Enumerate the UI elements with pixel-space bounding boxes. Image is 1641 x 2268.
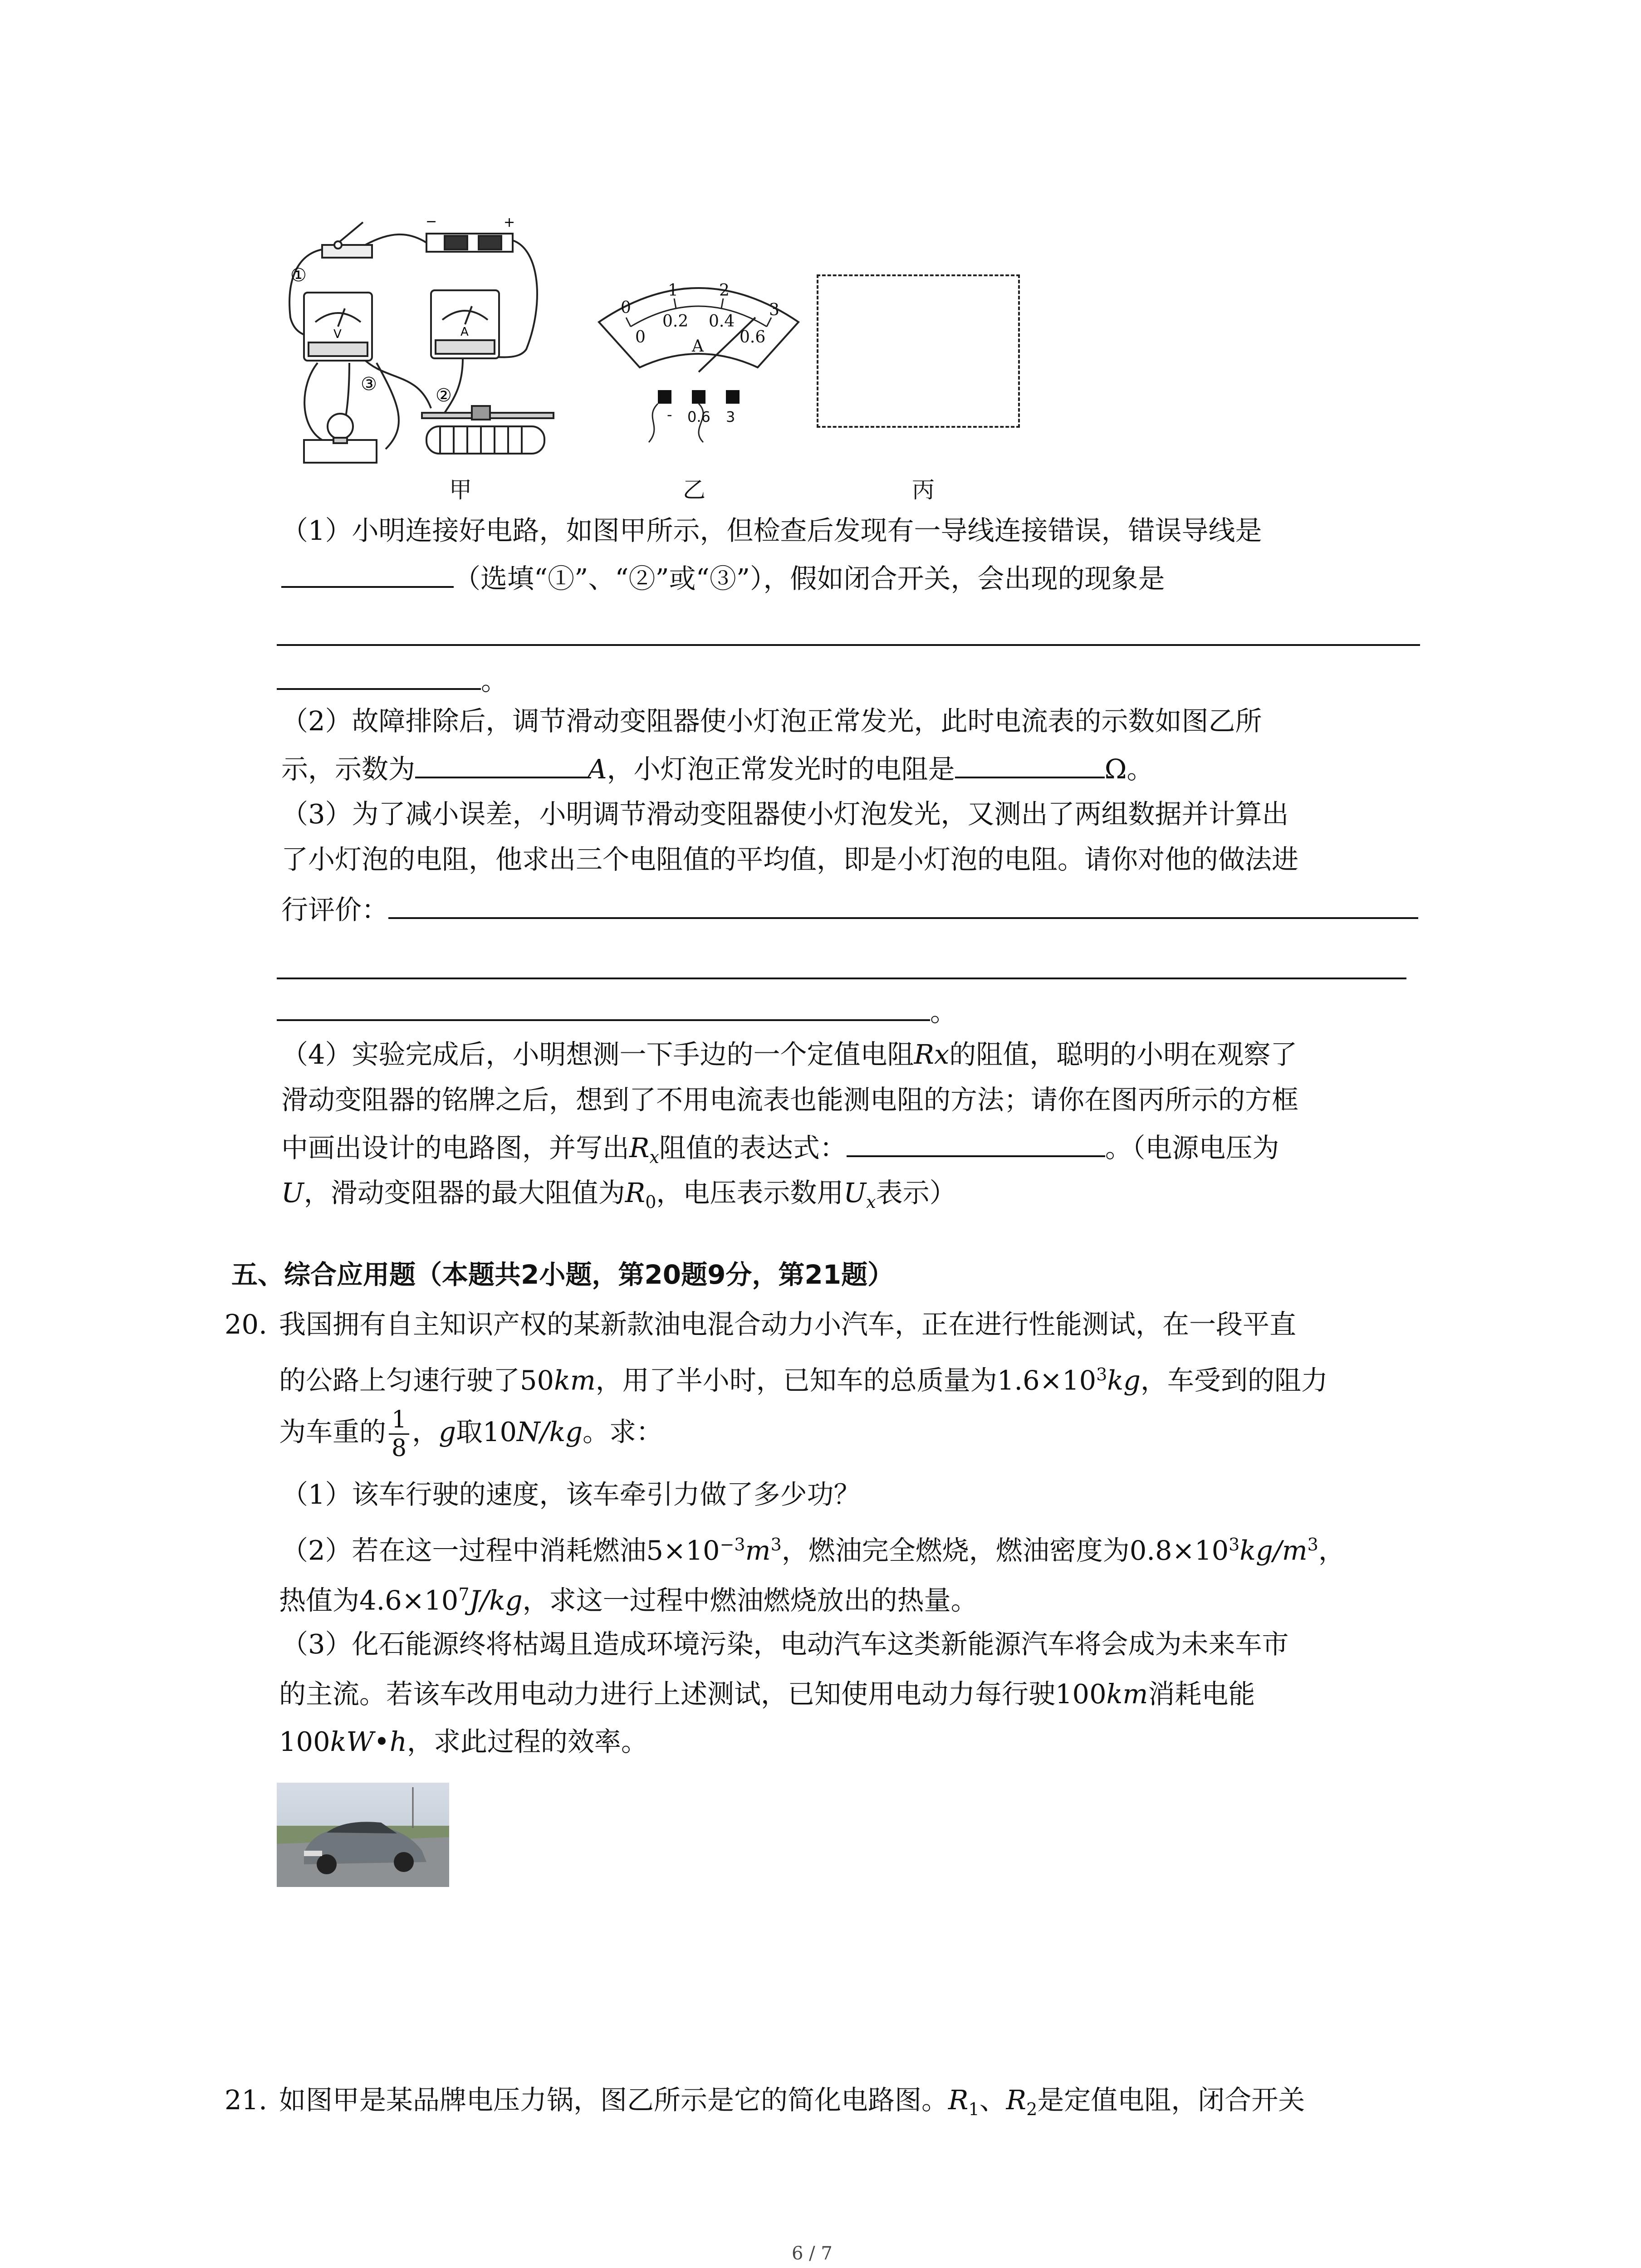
q21-line1: 如图甲是某品牌电压力锅，图乙所示是它的简化电路图。$R_1$、$R_2$是定值电阻，闭合开关 [279,2084,1305,2119]
q19-p3-line3: 行评价： [281,889,1418,928]
terminal-3: 3 [726,408,735,425]
q20-sub3-line3: 100kW•h，求此过程的效率。 [279,1726,648,1757]
answer-line-evaluation-1[interactable] [388,889,1418,919]
voltmeter [304,293,372,361]
dial-top-0: 0 [621,298,631,317]
q19-p3-line5: 。 [277,991,957,1030]
dial-bottom-0: 0 [635,328,646,347]
terminal-06: 0.6 [687,408,710,425]
q20-sub3-line2: 的主流。若该车改用电动力进行上述测试，已知使用电动力每行驶100km消耗电能 [279,1678,1255,1710]
q19-p3-line2: 了小灯泡的电阻，他求出三个电阻值的平均值，即是小灯泡的电阻。请你对他的做法进 [281,844,1299,875]
q20-line1: 我国拥有自主知识产权的某新款油电混合动力小汽车，正在进行性能测试，在一段平直 [279,1309,1297,1340]
q20-line3: 为车重的 $\frac{1}{8}$ ，g取10N/kg。求： [279,1406,663,1462]
svg-text:+: + [504,215,515,230]
q19-p4-line3: 中画出设计的电路图，并写出$R_x$阻值的表达式： 。（电源电压为 [281,1127,1279,1175]
answer-line-evaluation-3[interactable] [277,991,930,1021]
answer-line-phenomenon-1[interactable] [277,644,1420,646]
answer-line-phenomenon-2[interactable] [277,660,481,690]
wire-mark-1: ① [290,265,307,286]
q19-p2-line2: 示，示数为 A，小灯泡正常发光时的电阻是 Ω。 [281,748,1154,787]
blank-rx-expression[interactable] [847,1127,1105,1157]
q20-sub1: （1）该车行驶的速度，该车牵引力做了多少功？ [281,1479,861,1510]
q20-sub2-line2: 热值为$4.6\times 10^7J/kg$，求这一过程中燃油燃烧放出的热量。 [279,1584,978,1616]
meter-v-label: V [333,327,342,341]
q21-number: 21. [225,2084,267,2116]
q20-number: 20. [225,1309,267,1340]
figure-yi-label: 乙 [683,477,705,503]
q19-p1-line4: 。 [277,660,508,699]
blank-current-reading[interactable] [415,748,588,778]
dial-unit: A [692,337,704,356]
q19-p2-line1: （2）故障排除后，调节滑动变阻器使小灯泡正常发光，此时电流表的示数如图乙所 [281,705,1262,737]
blank-wrong-wire[interactable] [281,558,454,588]
dial-top-2: 2 [719,281,730,300]
dial-top-1: 1 [668,281,678,300]
svg-text:−: − [426,214,437,230]
figure-bing-label: 丙 [912,477,935,503]
section-5-heading: 五、综合应用题（本题共2小题，第20题9分，第21题） [231,1259,894,1290]
q20-line2: 的公路上匀速行驶了50km，用了半小时，已知车的总质量为$1.6\times 10^3kg$，车受到的阻力 [279,1364,1328,1396]
page-number: 6 / 7 [792,2243,833,2264]
answer-line-evaluation-2[interactable] [277,978,1406,979]
bulb [304,414,377,463]
q19-p4-line2: 滑动变阻器的铭牌之后，想到了不用电流表也能测电阻的方法；请你在图丙所示的方框 [281,1084,1299,1115]
q20-sub3-line1: （3）化石能源终将枯竭且造成环境污染，电动汽车这类新能源汽车将会成为未来车市 [281,1628,1289,1660]
wire-mark-2: ② [436,385,452,406]
dial-bottom-2: 0.4 [709,312,735,331]
q19-p3-line1: （3）为了减小误差，小明调节滑动变阻器使小灯泡发光，又测出了两组数据并计算出 [281,798,1289,830]
dial-top-3: 3 [769,301,779,319]
meter-a-label: A [460,325,469,339]
figure-jia-circuit [272,213,572,485]
figure-yi-ammeter [590,272,808,445]
wire-mark-3: ③ [361,374,377,395]
q20-sub2-line1: （2）若在这一过程中消耗燃油$5\times 10^{-3}m^3$，燃油完全燃烧，燃油密度为$0.8\times 10^3kg/m^3$， [281,1535,1345,1566]
fraction-one-eighth: $\frac{1}{8}$ [389,1406,409,1462]
terminal-neg: - [667,406,672,423]
blank-resistance[interactable] [955,748,1105,778]
q19-p1-line1: （1）小明连接好电路，如图甲所示，但检查后发现有一导线连接错误，错误导线是 [281,515,1262,546]
dial-bottom-1: 0.2 [662,312,689,331]
figure-bing-box [817,274,1020,428]
battery [426,234,513,252]
figure-jia-label: 甲 [449,477,472,503]
ammeter-jia [431,290,499,358]
rheostat [422,406,554,454]
car-photo [277,1783,449,1887]
q19-p1-line2: （选填“①”、“②”或“③”），假如闭合开关，会出现的现象是 [281,558,1165,597]
dial-bottom-3: 0.6 [740,328,766,347]
q19-p4-line4: U，滑动变阻器的最大阻值为$R_0$，电压表示数用$U_x$表示） [281,1177,956,1212]
switch [322,222,372,258]
q19-p4-line1: （4）实验完成后，小明想测一下手边的一个定值电阻Rx的阻值，聪明的小明在观察了 [281,1039,1298,1070]
